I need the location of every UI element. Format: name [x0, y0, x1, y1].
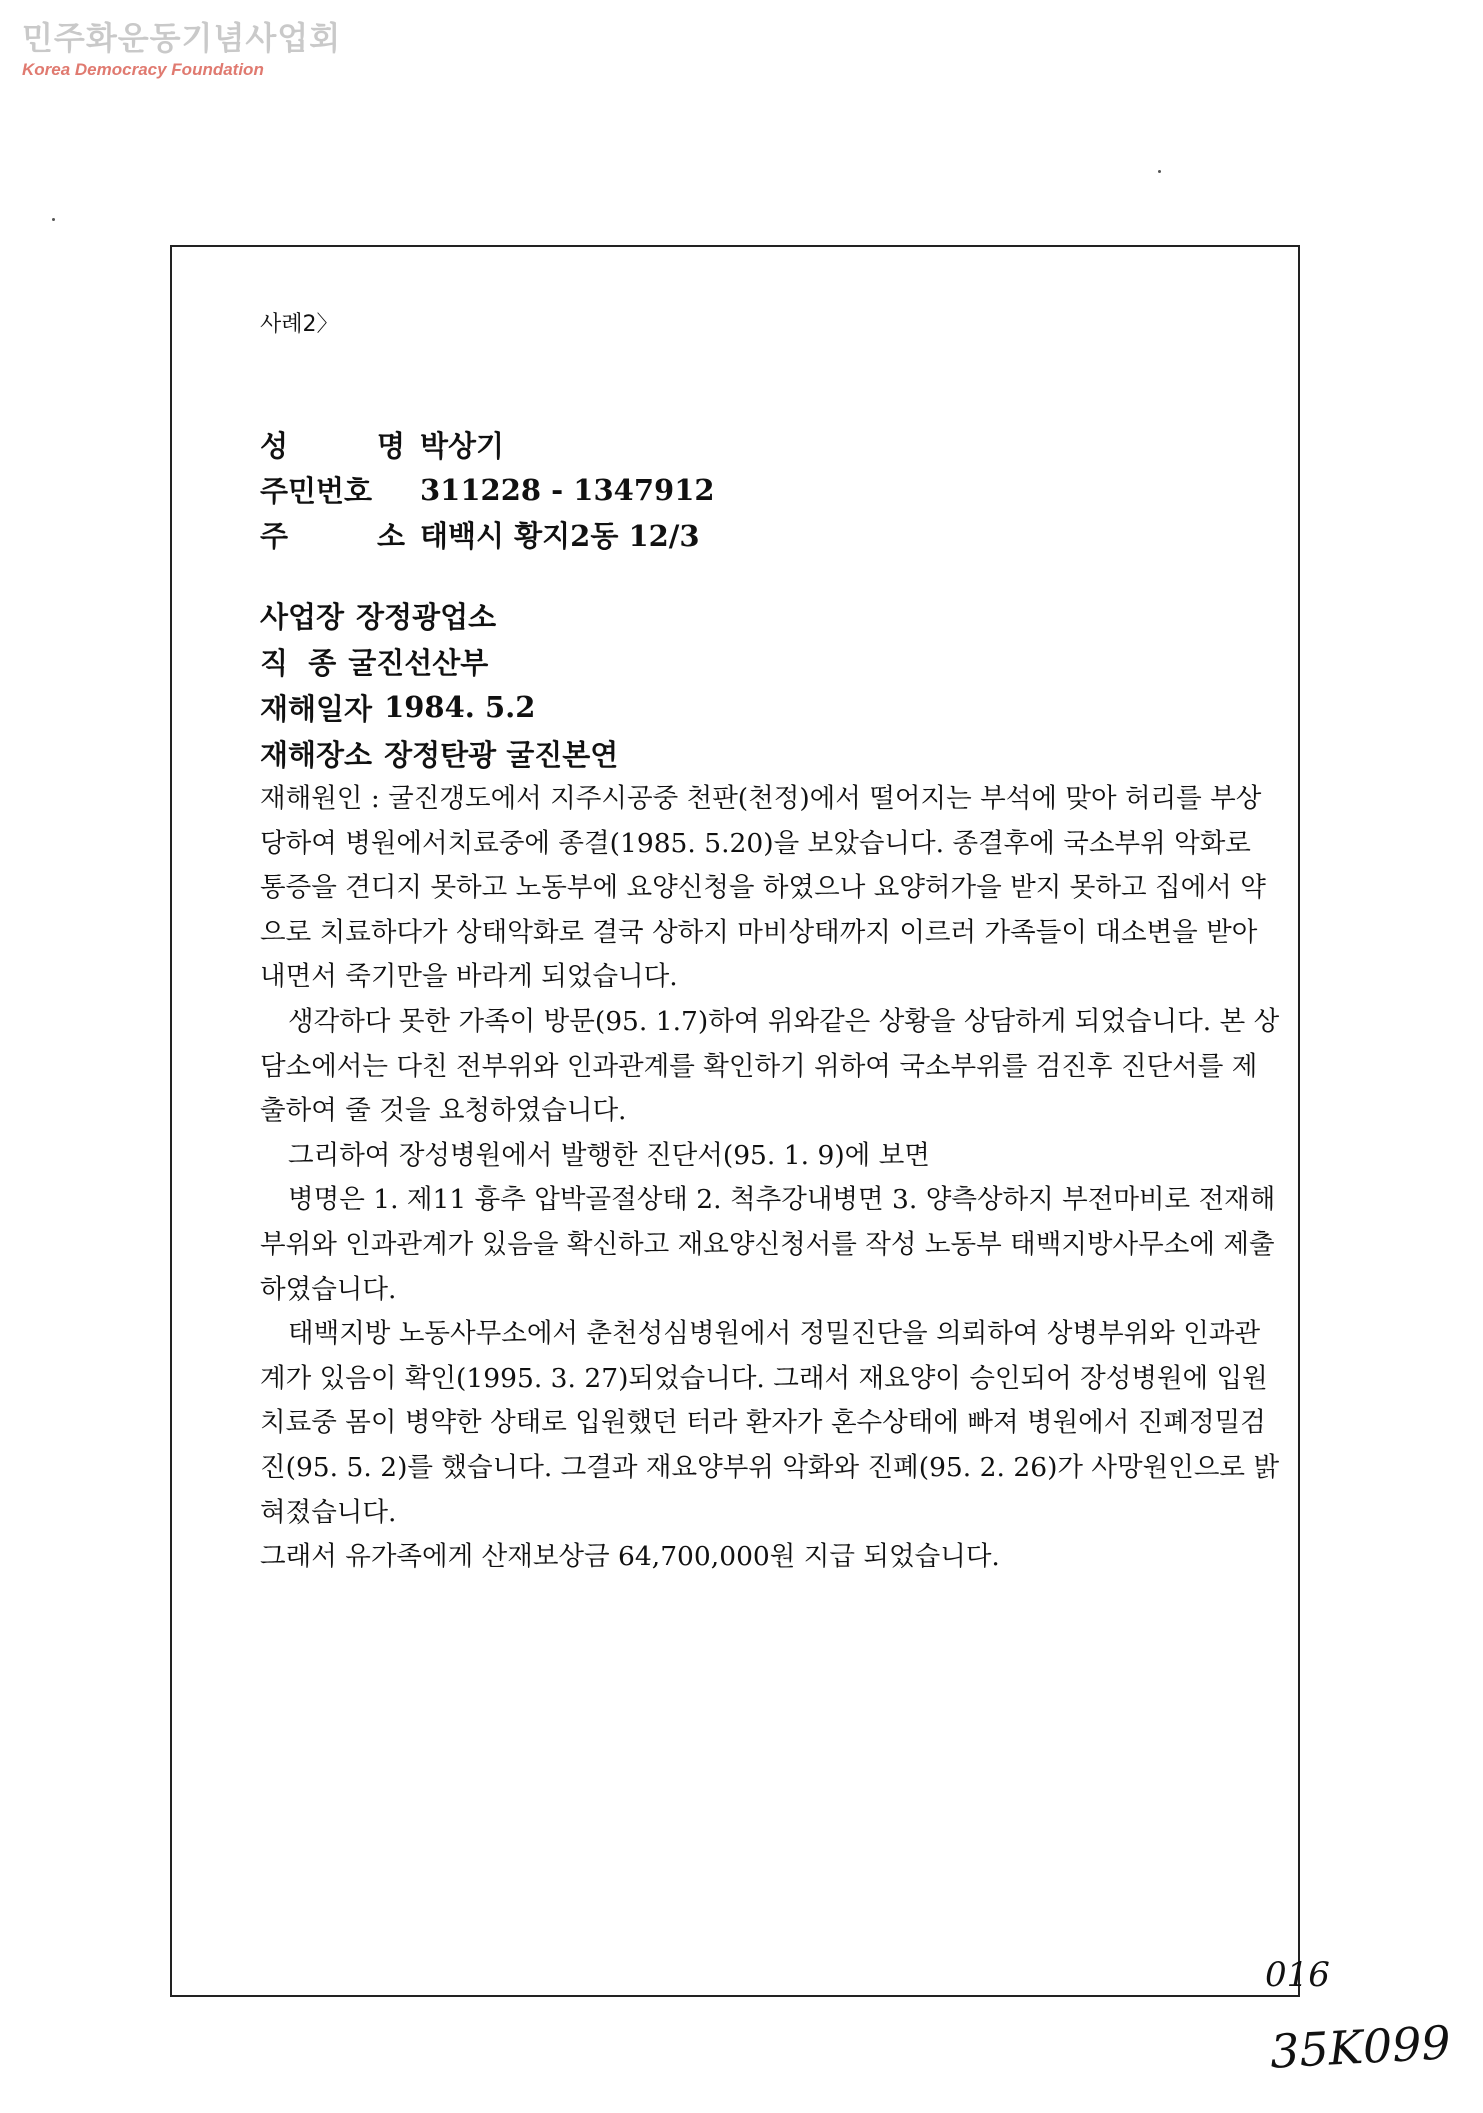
paragraph-cause: 재해원인 : 굴진갱도에서 지주시공중 천판(천정)에서 떨어지는 부석에 맞아 허리를 부상당하여 병원에서치료중에 종결(1985. 5.20)을 보았습니다. 종결후에 국소부위 악화로 통증을 견디지 못하고 노동부에 요양신청을 하였으나 요양허가을 받지 못하고 집에서 약으로 치료하다가 상태악화로 결국 상하지 마비상태까지 이르러 가족들이 대소변을 받아내면서 죽기만을 바라게 되었습니다.	[260, 783, 1266, 993]
info-value-name: 박상기	[420, 429, 505, 463]
info-row-address	[260, 512, 715, 557]
handwritten-archive-number: 35K099	[1268, 2015, 1452, 2079]
work-value: 굴진선산부	[348, 645, 489, 680]
work-row-place	[260, 730, 618, 776]
work-value: 장정탄광 굴진본연	[384, 737, 619, 772]
scan-speck	[1158, 170, 1161, 173]
paragraph-visit: 생각하다 못한 가족이 방문(95. 1.7)하여 위와같은 상황을 상담하게 되었습니다. 본 상담소에서는 다친 전부위와 인과관계를 확인하기 위하여 국소부위를 검진후 진단서를 제출하여 줄 것을 요청하였습니다.	[260, 1005, 1280, 1127]
info-value-address: 태백시 황지2동 12/3	[420, 519, 700, 553]
paragraph-confirmation: 태백지방 노동사무소에서 춘천성심병원에서 정밀진단을 의뢰하여 상병부위와 인과관계가 있음이 확인(1995. 3. 27)되었습니다. 그래서 재요양이 승인되어 장성병원에 입원치료중 몸이 병약한 상태로 입원했던 터라 환자가 혼수상태에 빠져 병원에서 진폐정밀검진(95. 5. 2)를 했습니다. 그결과 재요양부위 악화와 진폐(95. 2. 26)가 사망원인으로 밝혀졌습니다.	[260, 1318, 1280, 1528]
paragraph-disease: 병명은 1. 제11 흉추 압박골절상태 2. 척추강내병면 3. 양측상하지 부전마비로 전재해부위와 인과관계가 있음을 확신하고 재요양신청서를 작성 노동부 태백지방사무소에 제출하였습니다.	[260, 1184, 1276, 1305]
info-label	[260, 424, 405, 465]
scan-speck	[52, 218, 55, 221]
work-label: 사업장	[260, 599, 345, 634]
watermark-logo	[22, 18, 341, 80]
work-row-date	[260, 684, 618, 730]
info-label	[260, 514, 405, 555]
work-value: 1984. 5.2	[384, 690, 536, 724]
paragraph-diagnosis: 그리하여 장성병원에서 발행한 진단서(95. 1. 9)에 보면	[288, 1139, 930, 1171]
info-value-id: 311228 - 1347912	[420, 472, 715, 507]
work-value: 장정광업소	[356, 599, 497, 634]
work-label: 직 종	[260, 645, 337, 680]
label-char: 소	[376, 519, 405, 553]
work-row-job	[260, 638, 618, 684]
info-label	[260, 469, 405, 510]
body-text	[260, 777, 1280, 1580]
paragraph-compensation: 그래서 유가족에게 산재보상금 64,700,000원 지급 되었습니다.	[260, 1541, 1000, 1573]
work-row-workplace	[260, 592, 618, 638]
personal-info	[260, 422, 715, 557]
work-label: 재해장소	[260, 737, 373, 772]
label-char: 명	[376, 429, 405, 463]
case-label: 사례2〉	[260, 312, 339, 337]
label-char: 주	[260, 519, 289, 553]
label-char: 주민번호	[260, 474, 373, 508]
watermark-english: Korea Democracy Foundation	[22, 60, 264, 79]
info-row-id	[260, 467, 715, 512]
handwritten-page-mark: 016	[1265, 1955, 1330, 1995]
info-row-name	[260, 422, 715, 467]
work-label: 재해일자	[260, 691, 373, 726]
watermark-korean: 민주화운동기념사업회	[22, 19, 342, 57]
document-frame	[170, 245, 1300, 1997]
work-info	[260, 592, 618, 776]
label-char: 성	[260, 429, 289, 463]
